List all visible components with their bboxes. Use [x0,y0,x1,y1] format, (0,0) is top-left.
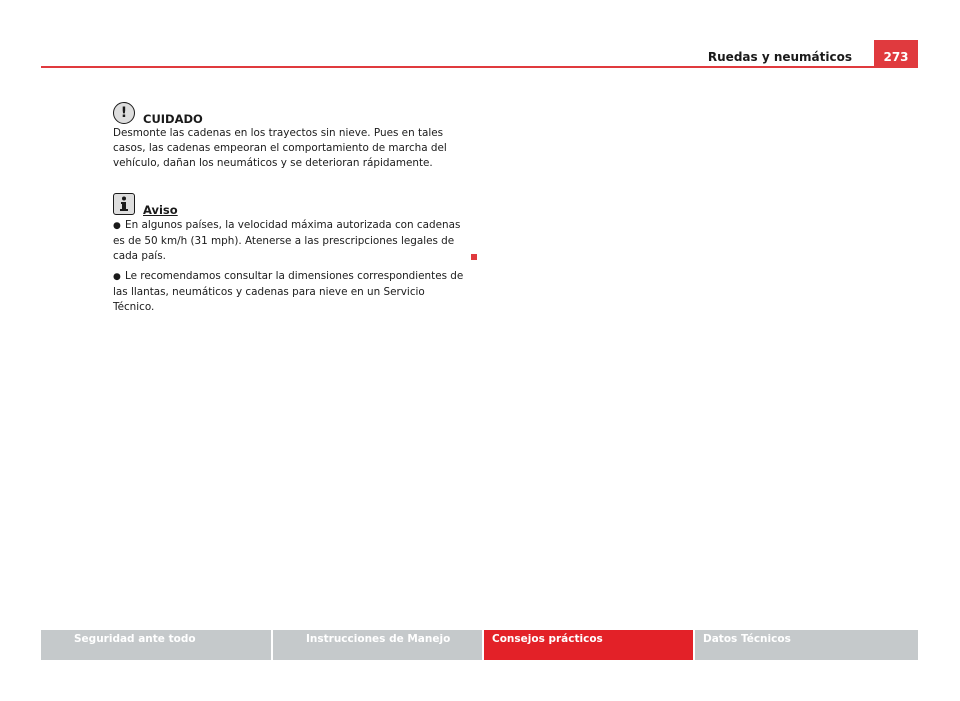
caution-notice [113,98,465,171]
aviso-bullet [113,269,465,315]
aviso-notice [113,189,465,315]
footer-tab-datos[interactable]: Datos Técnicos [695,630,918,660]
footer-tab-seguridad[interactable]: Seguridad ante todo [41,630,271,660]
footer-tab-consejos[interactable]: Consejos prácticos [484,630,693,660]
caution-title: CUIDADO [143,112,203,126]
page-number: 273 [874,40,918,67]
bullet-icon: ● [113,221,121,231]
aviso-bullet-text: En algunos países, la velocidad máxima autorizada con cadenas es de 50 km/h (31 mph). Atenerse a las prescripciones legales de cada país. [113,219,461,262]
page-content [113,98,465,315]
section-title: Ruedas y neumáticos [707,50,852,64]
bullet-icon: ● [113,272,121,282]
aviso-title: Aviso [143,203,178,217]
caution-header [113,98,465,124]
aviso-bullet [113,218,465,264]
section-end-marker [471,254,477,260]
header-rule [41,66,918,68]
footer-tab-instrucciones[interactable]: Instrucciones de Manejo [273,630,482,660]
info-icon [113,193,135,215]
exclamation-circle-icon: ! [113,102,135,124]
caution-text: Desmonte las cadenas en los trayectos sin nieve. Pues en tales casos, las cadenas empeoran el comportamiento de marcha del vehículo, dañan los neumáticos y se deterioran rápidamente. [113,127,447,169]
aviso-bullet-text: Le recomendamos consultar la dimensiones correspondientes de las llantas, neumáticos y cadenas para nieve en un Servicio Técnico. [113,270,464,313]
footer-nav [41,630,918,660]
aviso-header [113,189,465,215]
